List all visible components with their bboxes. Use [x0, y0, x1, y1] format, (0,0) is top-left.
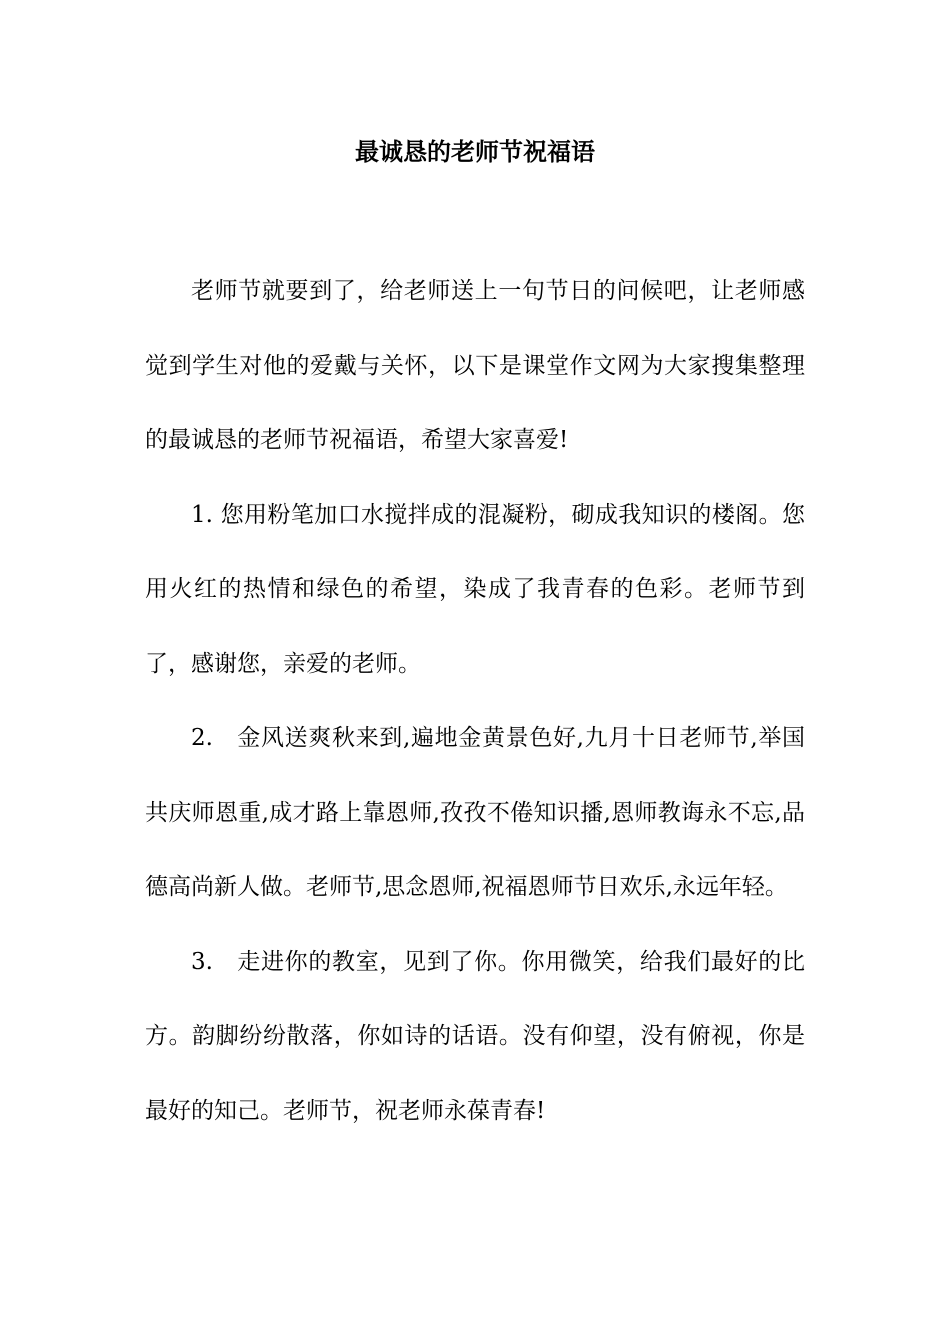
blessing-paragraph-2: 2. 金风送爽秋来到,遍地金黄景色好,九月十日老师节,举国共庆师恩重,成才路上靠恩师,孜孜不倦知识播,恩师教诲永不忘,品德高尚新人做。老师节,思念恩师,祝福恩师节日欢乐,永远年轻。: [145, 725, 805, 900]
intro-paragraph: 老师节就要到了，给老师送上一句节日的问候吧，让老师感觉到学生对他的爱戴与关怀，以下是课堂作文网为大家搜集整理的最诚恳的老师节祝福语，希望大家喜爱!: [145, 278, 805, 453]
blessing-paragraph-3: 3. 走进你的教室，见到了你。你用微笑，给我们最好的比方。韵脚纷纷散落，你如诗的话语。没有仰望，没有俯视，你是最好的知己。老师节，祝老师永葆青春!: [145, 948, 805, 1124]
document-body: [145, 254, 805, 1148]
document-title: 最诚恳的老师节祝福语: [355, 138, 595, 166]
blessing-paragraph-1: 1. 您用粉笔加口水搅拌成的混凝粉，砌成我知识的楼阁。您用火红的热情和绿色的希望，染成了我青春的色彩。老师节到了，感谢您，亲爱的老师。: [145, 501, 805, 677]
